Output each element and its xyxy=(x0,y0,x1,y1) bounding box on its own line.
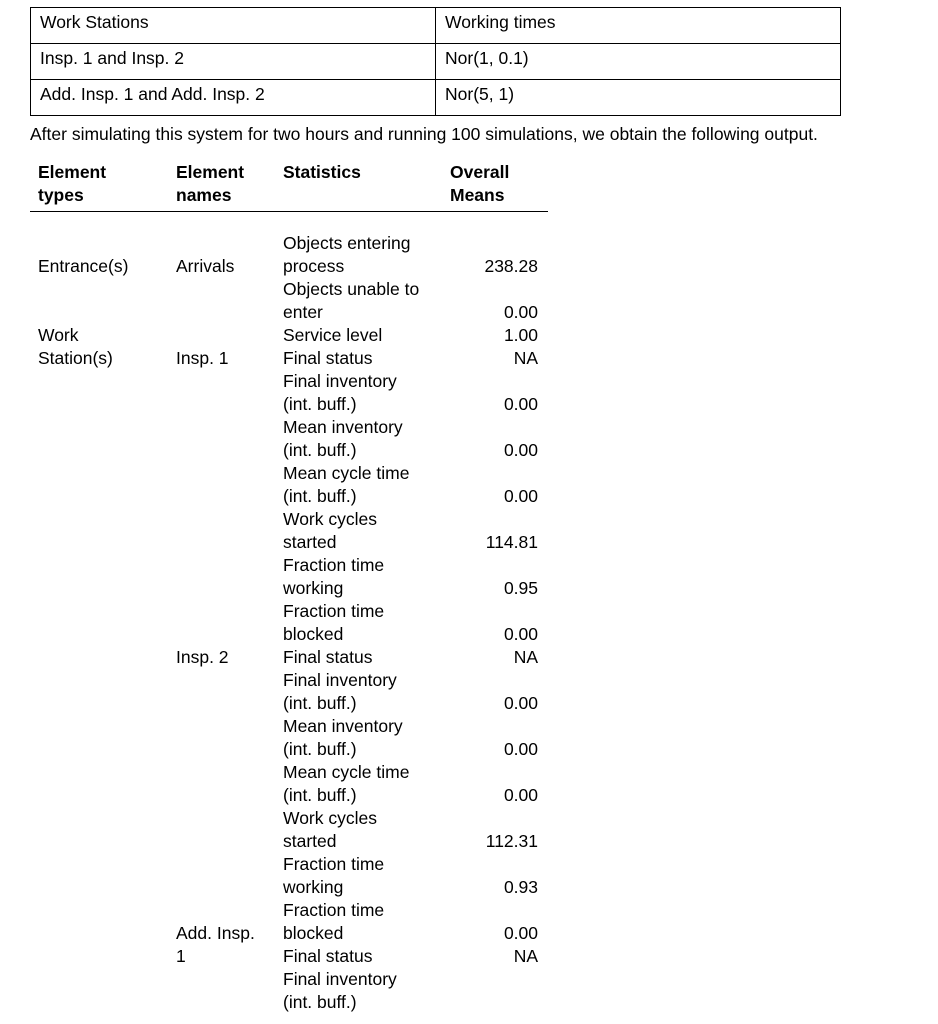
list-item xyxy=(30,807,550,853)
statistic-label xyxy=(283,462,448,508)
list-item xyxy=(30,600,550,646)
list-item xyxy=(30,853,550,899)
cell-times: Nor(1, 0.1) xyxy=(436,44,841,80)
cell-stations: Insp. 1 and Insp. 2 xyxy=(31,44,436,80)
element-type xyxy=(38,255,173,278)
statistic-label xyxy=(283,807,448,853)
statistic-line: Work cycles xyxy=(283,808,377,828)
statistic-label xyxy=(283,324,448,347)
statistic-line: Final status xyxy=(283,348,373,368)
element-name xyxy=(176,922,281,968)
overall-mean-value: NA xyxy=(513,647,538,667)
statistic-label xyxy=(283,761,448,807)
header-overall-means: Overall Means xyxy=(450,162,510,205)
table-row xyxy=(31,44,841,80)
list-item xyxy=(30,278,550,324)
overall-mean-value: 0.00 xyxy=(503,785,538,805)
statistic-line: Service level xyxy=(283,325,383,345)
table-row xyxy=(31,80,841,116)
statistic-line: (int. buff.) xyxy=(283,394,357,414)
element-name xyxy=(176,347,281,370)
header-statistics: Statistics xyxy=(283,162,361,182)
statistic-line: Final status xyxy=(283,647,373,667)
overall-mean-value: 1.00 xyxy=(503,325,538,345)
list-item xyxy=(30,761,550,807)
statistic-line: blocked xyxy=(283,923,344,943)
cell-stations: Add. Insp. 1 and Add. Insp. 2 xyxy=(31,80,436,116)
statistic-line: Work cycles xyxy=(283,509,377,529)
statistic-label xyxy=(283,600,448,646)
statistic-line: (int. buff.) xyxy=(283,739,357,759)
statistic-label xyxy=(283,554,448,600)
overall-mean-value: 0.00 xyxy=(503,394,538,414)
list-item xyxy=(30,508,550,554)
overall-mean-value: 0.00 xyxy=(503,923,538,943)
list-item xyxy=(30,232,550,278)
element-name xyxy=(176,255,281,278)
list-item xyxy=(30,968,550,1014)
overall-mean-value: 0.00 xyxy=(503,302,538,322)
statistic-line: (int. buff.) xyxy=(283,693,357,713)
list-item xyxy=(30,669,550,715)
statistic-label xyxy=(283,347,448,370)
statistic-line: Final status xyxy=(283,946,373,966)
element-name xyxy=(176,646,281,669)
statistic-label xyxy=(283,669,448,715)
overall-mean-value: 0.95 xyxy=(503,578,538,598)
output-header xyxy=(30,160,548,212)
header-element-names: Element names xyxy=(176,162,245,205)
element-name-line: 1 xyxy=(176,946,186,966)
list-item xyxy=(30,416,550,462)
overall-mean-value: 112.31 xyxy=(485,831,538,851)
table-header-row xyxy=(31,8,841,44)
list-item xyxy=(30,899,550,945)
statistic-line: working xyxy=(283,578,344,598)
statistic-line: Mean cycle time xyxy=(283,463,410,483)
statistic-line: Fraction time xyxy=(283,900,385,920)
element-name-line: Insp. 1 xyxy=(176,348,229,368)
statistic-line: Mean inventory xyxy=(283,417,403,437)
statistic-line: Final inventory xyxy=(283,371,397,391)
statistic-label xyxy=(283,853,448,899)
statistic-label xyxy=(283,232,448,278)
overall-mean-value: 0.00 xyxy=(503,624,538,644)
statistic-line: Mean inventory xyxy=(283,716,403,736)
list-item xyxy=(30,462,550,508)
statistic-label xyxy=(283,278,448,324)
intro-paragraph: After simulating this system for two hours and running 100 simulations, we obtain the following output. xyxy=(30,124,818,144)
statistic-line: Mean cycle time xyxy=(283,762,410,782)
statistic-label xyxy=(283,715,448,761)
header-work-stations: Work Stations xyxy=(31,8,436,44)
overall-mean-value: 0.93 xyxy=(503,877,538,897)
statistic-line: blocked xyxy=(283,624,344,644)
statistic-line: process xyxy=(283,256,345,276)
statistic-line: (int. buff.) xyxy=(283,440,357,460)
statistic-label xyxy=(283,508,448,554)
element-type-line: Work xyxy=(38,325,79,345)
element-type-line: Station(s) xyxy=(38,348,113,368)
statistic-line: (int. buff.) xyxy=(283,992,357,1012)
element-name-line: Arrivals xyxy=(176,256,235,276)
cell-times: Nor(5, 1) xyxy=(436,80,841,116)
overall-mean-value: 0.00 xyxy=(503,693,538,713)
list-item xyxy=(30,370,550,416)
overall-mean-value: NA xyxy=(513,946,538,966)
element-type xyxy=(38,324,173,370)
header-working-times: Working times xyxy=(436,8,841,44)
statistic-label xyxy=(283,646,448,669)
output-rows xyxy=(30,232,550,1014)
statistic-line: Objects entering xyxy=(283,233,411,253)
list-item xyxy=(30,646,550,669)
statistic-line: working xyxy=(283,877,344,897)
element-name-line: Insp. 2 xyxy=(176,647,229,667)
overall-mean-value: 114.81 xyxy=(485,532,538,552)
list-item xyxy=(30,554,550,600)
statistic-line: started xyxy=(283,532,337,552)
statistic-label xyxy=(283,899,448,945)
statistic-line: Fraction time xyxy=(283,555,385,575)
work-stations-table xyxy=(30,7,841,116)
element-name-line: Add. Insp. xyxy=(176,923,255,943)
statistic-line: started xyxy=(283,831,337,851)
statistic-line: Final inventory xyxy=(283,670,397,690)
statistic-label xyxy=(283,968,448,1014)
statistic-label xyxy=(283,416,448,462)
overall-mean-value: 0.00 xyxy=(503,739,538,759)
statistic-line: Final inventory xyxy=(283,969,397,989)
statistic-label xyxy=(283,945,448,968)
statistic-label xyxy=(283,370,448,416)
statistic-line: Fraction time xyxy=(283,854,385,874)
element-type-line: Entrance(s) xyxy=(38,256,129,276)
statistic-line: Fraction time xyxy=(283,601,385,621)
statistic-line: (int. buff.) xyxy=(283,486,357,506)
statistic-line: (int. buff.) xyxy=(283,785,357,805)
output-statistics xyxy=(30,160,550,1014)
overall-mean-value: NA xyxy=(513,348,538,368)
header-element-types: Element types xyxy=(38,162,107,205)
overall-mean-value: 0.00 xyxy=(503,486,538,506)
overall-mean-value: 238.28 xyxy=(484,256,538,276)
list-item xyxy=(30,715,550,761)
statistic-line: Objects unable to xyxy=(283,279,420,299)
statistic-line: enter xyxy=(283,302,323,322)
overall-mean-value: 0.00 xyxy=(503,440,538,460)
